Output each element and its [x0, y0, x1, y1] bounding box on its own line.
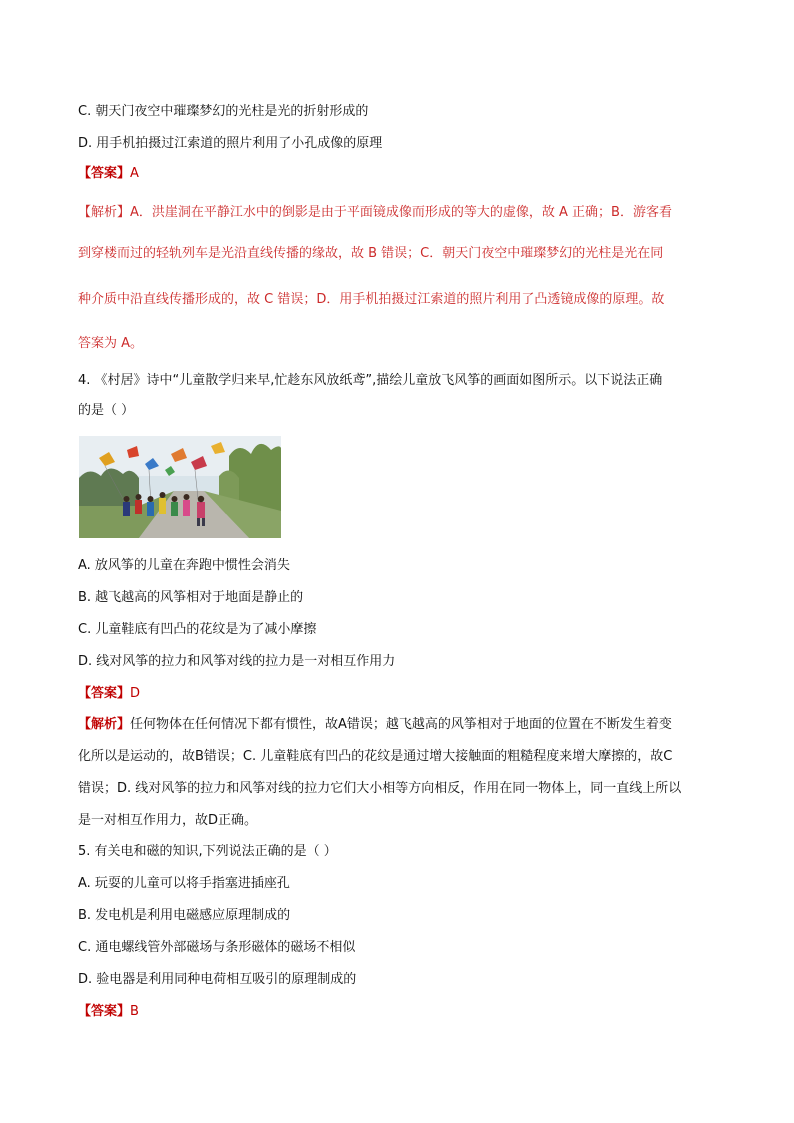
- answer-value: A: [130, 166, 139, 181]
- q3-answer: [78, 166, 139, 182]
- answer-label: 【答案】: [78, 1004, 131, 1019]
- q3-analysis-line-4: 答案为 A。: [78, 336, 144, 351]
- q3-analysis-line-3: 种介质中沿直线传播形成的，故 C 错误；D．用手机拍摄过江索道的照片利用了凸透镜成像的原理。故: [78, 292, 665, 307]
- q5-option-b: B. 发电机是利用电磁感应原理制成的: [78, 908, 291, 923]
- answer-value: D: [130, 686, 141, 701]
- answer-label: 【答案】: [78, 686, 131, 701]
- q4-option-c: C. 儿童鞋底有凹凸的花纹是为了减小摩擦: [78, 622, 317, 637]
- q3-analysis-line-2: 到穿楼而过的轻轨列车是光沿直线传播的缘故，故 B 错误；C．朝天门夜空中璀璨梦幻的光柱是光在同: [78, 246, 664, 261]
- q4-option-b: B. 越飞越高的风筝相对于地面是静止的: [78, 590, 304, 605]
- q4-option-a: A. 放风筝的儿童在奔跑中惯性会消失: [78, 558, 290, 573]
- answer-label: 【答案】: [78, 166, 131, 181]
- answer-value: B: [130, 1004, 139, 1019]
- q4-analysis-line-3: 错误；D. 线对风筝的拉力和风筝对线的拉力它们大小相等方向相反，作用在同一物体上，同一直线上所以: [78, 781, 682, 796]
- q4-answer: [78, 686, 140, 702]
- q3-analysis-line-1: 【解析】A．洪崖洞在平静江水中的倒影是由于平面镜成像而形成的等大的虚像，故 A 正确；B．游客看: [78, 205, 672, 220]
- q4-stem-line-2: 的是（ ）: [78, 403, 135, 418]
- q3-option-d: D. 用手机拍摄过江索道的照片利用了小孔成像的原理: [78, 136, 383, 151]
- q4-analysis-line-1: [78, 717, 672, 733]
- q5-option-d: D. 验电器是利用同种电荷相互吸引的原理制成的: [78, 972, 357, 987]
- analysis-text: 任何物体在任何情况下都有惯性，故A错误；越飞越高的风筝相对于地面的位置在不断发生着变: [130, 717, 672, 732]
- q4-analysis-line-4: 是一对相互作用力，故D正确。: [78, 813, 258, 828]
- analysis-label: 【解析】: [78, 717, 131, 732]
- kite-flying-photo: [79, 436, 281, 538]
- q4-analysis-line-2: 化所以是运动的，故B错误；C. 儿童鞋底有凹凸的花纹是通过增大接触面的粗糙程度来增大摩擦的，故C: [78, 749, 673, 764]
- q5-option-c: C. 通电螺线管外部磁场与条形磁体的磁场不相似: [78, 940, 356, 955]
- q4-stem-line-1: 4. 《村居》诗中“儿童散学归来早,忙趁东风放纸鸢”,描绘儿童放飞风筝的画面如图所示。以下说法正确: [78, 373, 663, 388]
- q5-stem: 5. 有关电和磁的知识,下列说法正确的是（ ）: [78, 844, 337, 859]
- q5-option-a: A. 玩耍的儿童可以将手指塞进插座孔: [78, 876, 290, 891]
- q4-option-d: D. 线对风筝的拉力和风筝对线的拉力是一对相互作用力: [78, 654, 396, 669]
- q3-option-c: C. 朝天门夜空中璀璨梦幻的光柱是光的折射形成的: [78, 104, 369, 119]
- q5-answer: [78, 1004, 139, 1020]
- kite-photo-illustration: [79, 436, 281, 538]
